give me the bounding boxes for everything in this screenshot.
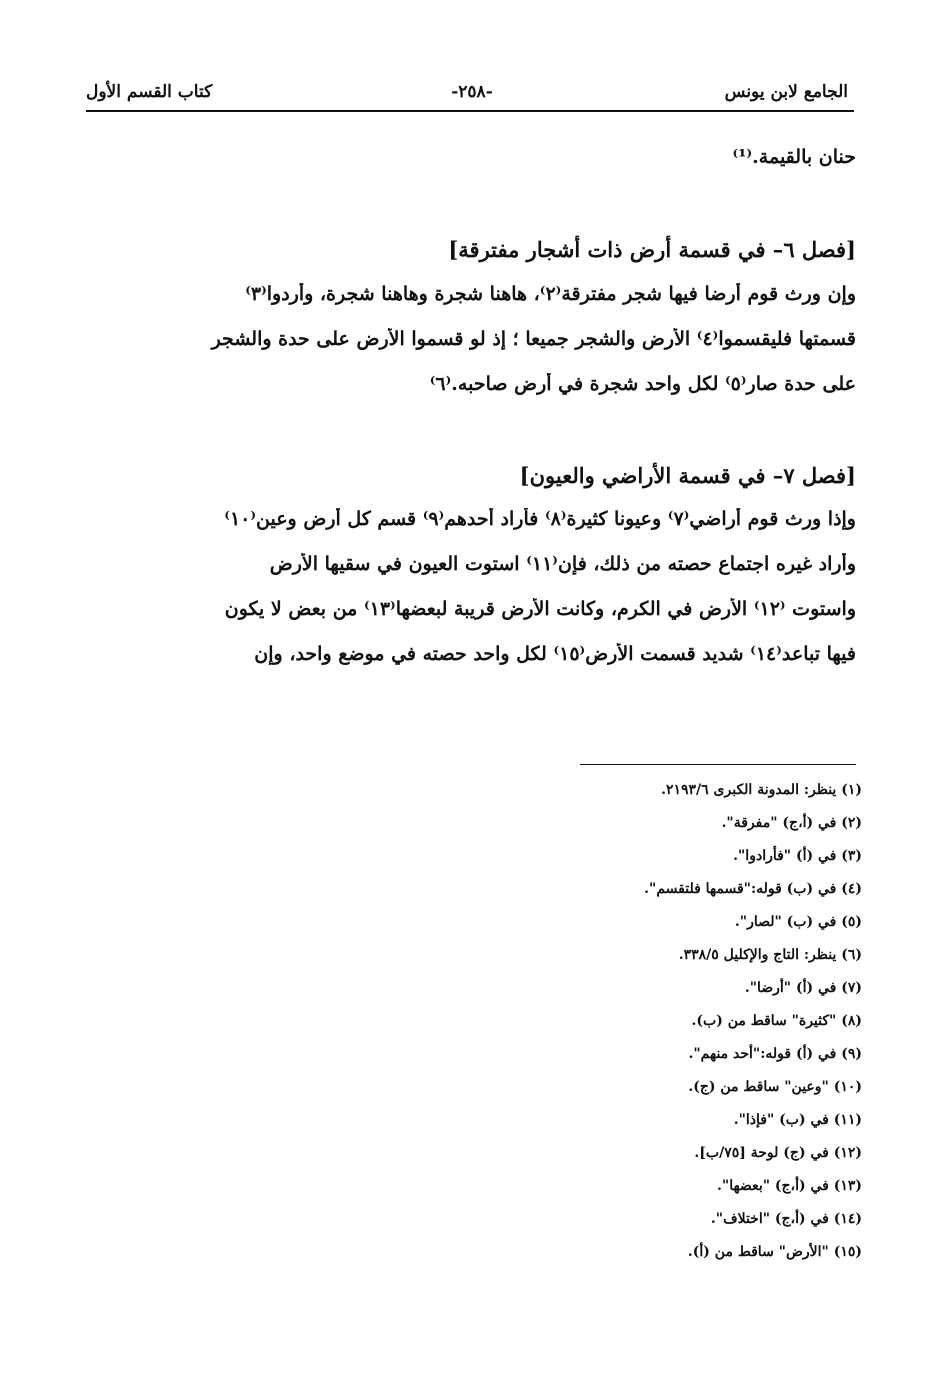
footnote-item: (٢) في (أ،ج) "مفرقة". bbox=[721, 815, 862, 831]
footnote-item: (١٥) "الأرض" ساقط من (أ). bbox=[687, 1244, 862, 1260]
section-7-line-3: واستوت ⁽١٢⁾ الأرض في الكرم، وكانت الأرض قريبة لبعضها⁽١٣⁾ من بعض لا يكون bbox=[224, 598, 856, 620]
footnote-divider bbox=[580, 764, 856, 765]
section-6-line-2: قسمتها فليقسموا⁽٤⁾ الأرض والشجر جميعا ؛ إذ لو قسموا الأرض على حدة والشجر bbox=[211, 328, 856, 350]
footnote-item: (٣) في (أ) "فأرادوا". bbox=[733, 848, 862, 864]
footnote-item: (٨) "كثيرة" ساقط من (ب). bbox=[691, 1013, 862, 1029]
footnote-item: (١٣) في (أ،ج) "بعضها". bbox=[717, 1178, 862, 1194]
section-7-heading: [فصل ٧– في قسمة الأراضي والعيون] bbox=[519, 463, 856, 488]
footnotes-list bbox=[442, 774, 862, 1269]
footnote-item: (١٠) "وعين" ساقط من (ج). bbox=[688, 1079, 862, 1095]
footnote-item: (٥) في (ب) "لصار". bbox=[734, 914, 862, 930]
running-header-book-title: الجامع لابن يونس bbox=[724, 82, 848, 102]
footnote-item: (٦) ينظر: التاج والإكليل ٣٣٨/٥. bbox=[678, 947, 862, 963]
footnote-item: (١١) في (ب) "فإذا". bbox=[733, 1112, 862, 1128]
section-6-heading: [فصل ٦– في قسمة أرض ذات أشجار مفترقة] bbox=[448, 237, 856, 262]
section-6-line-3: على حدة صار⁽٥⁾ لكل واحد شجرة في أرض صاحبه.⁽٦⁾ bbox=[429, 373, 856, 395]
section-7-line-2: وأراد غيره اجتماع حصته من ذلك، فإن⁽١١⁾ استوت العيون في سقيها الأرض bbox=[269, 553, 856, 575]
running-header-section-title: كتاب القسم الأول bbox=[86, 82, 213, 102]
footnote-item: (٧) في (أ) "أرضا". bbox=[744, 980, 862, 996]
section-6-line-1: وإن ورث قوم أرضا فيها شجر مفترقة⁽٢⁾، هاهنا شجرة وهاهنا شجرة، وأردوا⁽٣⁾ bbox=[245, 283, 856, 305]
section-7-paragraph bbox=[86, 508, 856, 698]
intro-paragraph bbox=[86, 146, 856, 180]
header-divider bbox=[86, 110, 854, 112]
intro-line: حنان بالقيمة.⁽¹⁾ bbox=[732, 146, 856, 168]
footnote-item: (١٢) في (ج) لوحة [٧٥/ب]. bbox=[694, 1145, 862, 1161]
section-7-line-4: فيها تباعد⁽١٤⁾ شديد قسمت الأرض⁽١٥⁾ لكل واحد حصته في موضع واحد، وإن bbox=[254, 643, 856, 665]
footnote-item: (٩) في (أ) قوله:"أحد منهم". bbox=[688, 1046, 862, 1062]
footnote-item: (١٤) في (أ،ج) "اختلاف". bbox=[710, 1211, 862, 1227]
page-number: -٢٥٨- bbox=[451, 82, 493, 102]
footnote-item: (٤) في (ب) قوله:"قسمها فلتقسم". bbox=[644, 881, 862, 897]
section-6-paragraph bbox=[86, 283, 856, 423]
section-7-line-1: وإذا ورث قوم أراضي⁽٧⁾ وعيونا كثيرة⁽٨⁾ فأراد أحدهم⁽٩⁾ قسم كل أرض وعين⁽١٠⁾ bbox=[224, 508, 856, 530]
footnote-item: (١) ينظر: المدونة الكبرى ٢١٩٣/٦. bbox=[661, 782, 862, 798]
